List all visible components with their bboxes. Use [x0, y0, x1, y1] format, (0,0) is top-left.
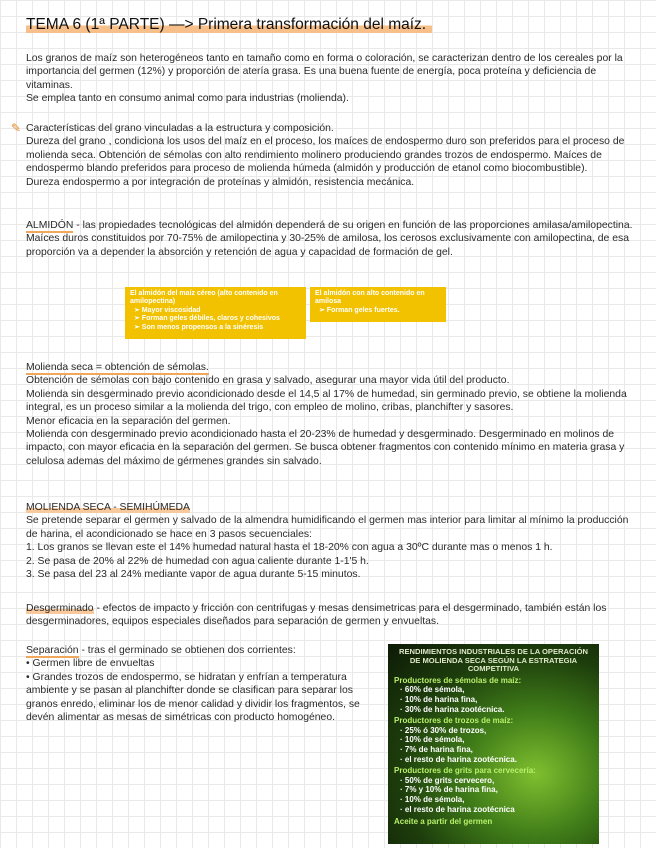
- green-box-group-heading: Productores de sémolas de maíz:: [394, 675, 522, 685]
- yellow-box-cereo-heading: El almidón del maíz céreo (alto contenido en amilopectina): [130, 290, 278, 306]
- semihumeda-heading-text: MOLIENDA SECA - SEMIHÚMEDA: [26, 502, 190, 513]
- molienda-seca-paragraph-3: Menor eficacia en la separación del germen.: [26, 415, 231, 427]
- yellow-box-cereo-item: ➢ Son menos propensos a la sinéresis: [134, 323, 264, 331]
- intro-paragraph-2: Se emplea tanto en consumo animal como para industrias (molienda).: [26, 93, 349, 105]
- desgerminado-term: Desgerminado: [26, 603, 94, 614]
- green-box-title: RENDIMIENTOS INDUSTRIALES DE LA OPERACIÓN DE MOLIENDA SECA SEGÚN LA ESTRATEGIA COMPETITIVA: [398, 647, 588, 674]
- green-box-item: · 50% de grits cervecero,: [400, 775, 495, 785]
- almidon-intro: [26, 219, 638, 232]
- semihumeda-step-2: 2. Se pasa de 20% al 22% de humedad con agua caliente durante 1-1'5 h.: [26, 555, 369, 567]
- molienda-seca-section: [26, 361, 638, 468]
- yellow-box-amilosa: [310, 287, 446, 322]
- yellow-box-cereo-item: ➢ Mayor viscosidad: [134, 306, 201, 314]
- desgerminado-text: - efectos de impacto y fricción con centrifugas y mesas densimetricas para el desgerminado, también están los desgerminadores, equipos especiales diseñados para separación de germen y envueltas.: [26, 603, 607, 628]
- semihumeda-step-1: 1. Los granos se llevan este el 14% humedad natural hasta el 18-20% con agua a 30ºC durante mas o menos 1 h.: [26, 542, 553, 554]
- title-text: TEMA 6 (1ª PARTE) —> Primera transformación del maíz.: [26, 16, 432, 33]
- caracteristicas-paragraph-2: Dureza endospermo a por integración de proteínas y almidón, resistencia mecánica.: [26, 176, 415, 188]
- intro-section: [26, 52, 638, 106]
- separacion-term: Separación: [26, 645, 79, 656]
- separacion-intro: [26, 644, 382, 657]
- pencil-icon: ✎: [11, 121, 22, 135]
- green-box-rendimientos: [388, 644, 599, 844]
- separacion-section: [26, 644, 382, 724]
- molienda-seca-heading: [26, 361, 638, 374]
- molienda-seca-paragraph-4: Molienda con desgerminado previo acondicionado hasta el 20-23% de humedad y desgerminado. Desgerminado en molinos de impacto, con mayor eficacia en la separación del germen. Se busca obtener fragmentos con contenido mínimo en materia grasa y celulosa ademas del máximo de gérmenes grandes sin salvado.: [26, 429, 625, 467]
- semihumeda-section: [26, 501, 638, 581]
- almidon-term: ALMIDÓN: [26, 220, 74, 231]
- green-box-item: · 25% ó 30% de trozos,: [400, 725, 487, 735]
- molienda-seca-paragraph-2: Molienda sin desgerminado previo acondicionado desde el 14,5 al 17% de humedad, sin germinado previo, se obtiene la molienda integral, es un proceso similar a la molienda del trigo, con empleo de molino, cribas, planchifter y sasores.: [26, 388, 627, 414]
- green-box-footer: Aceite a partir del germen: [394, 817, 493, 827]
- green-box-item: · 10% de sémola,: [400, 735, 465, 745]
- caracteristicas-section: [26, 122, 638, 189]
- page-title: [26, 16, 432, 34]
- green-box-item: · 7% de harina fina,: [400, 744, 473, 754]
- separacion-intro-text: - tras el germinado se obtienen dos corrientes:: [78, 645, 296, 656]
- semihumeda-heading: [26, 501, 638, 514]
- separacion-bullet-2: • Grandes trozos de endospermo, se hidratan y enfrían a temperatura ambiente y se pasan al planchifter donde se clasifican para separar los granos enredo, eliminar los de menor calidad y dividir los fragmentos, se devén alimentar as mesas de simétricas con producto homogéneo.: [26, 671, 360, 724]
- green-box-group-heading: Productores de grits para cervecería:: [394, 766, 536, 776]
- separacion-bullet-1: • Germen libre de envueltas: [26, 658, 155, 670]
- green-box-item: · el resto de harina zootécnica: [400, 804, 515, 814]
- almidon-section: [26, 219, 638, 259]
- semihumeda-step-3: 3. Se pasa del 23 al 24% mediante vapor de agua durante 5-15 minutos.: [26, 569, 361, 581]
- desgerminado-section: [26, 602, 638, 629]
- green-box-item: · 7% y 10% de harina fina,: [400, 785, 498, 795]
- caracteristicas-paragraph-1: Dureza del grano , condiciona los usos del maíz en el proceso, los maíces de endospermo duro son preferidos para el proceso de molienda seca. Obtención de sémolas con alto rendimiento molinero produciendo grandes trozos de endospermo. Maíces de endospermo blando preferidos para proceso de molienda húmeda (almidón y producción de etanol como biocombustible).: [26, 136, 625, 175]
- yellow-box-cereo: [125, 287, 306, 339]
- almidon-paragraph: Maíces duros constituidos por 70-75% de amilopectina y 30-25% de amilosa, los cerosos exclusivamente con amilopectina, de esa proporción va a depender la absorción y retención de agua y capacidad de formación de gel.: [26, 233, 629, 258]
- green-box-item: · el resto de harina zootécnica.: [400, 754, 517, 764]
- desgerminado-paragraph: [26, 602, 638, 629]
- semihumeda-intro: Se pretende separar el germen y salvado de la almendra humidificando el germen mas interior para limitar al mínimo la producción de harina, el acondicionado se hace en 3 pasos secuenciales:: [26, 515, 629, 540]
- green-box-item: · 60% de sémola,: [400, 685, 465, 695]
- molienda-seca-paragraph-1: Obtención de sémolas con bajo contenido en grasa y salvado, asegurar una mayor vida útil del producto.: [26, 375, 510, 387]
- almidon-intro-text: - las propiedades tecnológicas del almidón dependerá de su origen en función de las proporciones amilasa/amilopectina.: [73, 220, 633, 231]
- green-box-item: · 10% de harina fina,: [400, 694, 478, 704]
- yellow-box-amilosa-item: ➢ Forman geles fuertes.: [319, 306, 400, 314]
- yellow-box-amilosa-heading: El almidón con alto contenido en amilosa: [315, 290, 425, 306]
- caracteristicas-heading: Características del grano vinculadas a la estructura y composición.: [26, 123, 334, 134]
- molienda-seca-heading-text: Molienda seca = obtención de sémolas.: [26, 362, 209, 373]
- green-box-group-heading: Productores de trozos de maíz:: [394, 716, 514, 726]
- yellow-box-cereo-item: ➢ Forman geles débiles, claros y cohesivos: [134, 315, 280, 323]
- green-box-item: · 30% de harina zootécnica.: [400, 704, 505, 714]
- green-box-item: · 10% de sémola,: [400, 794, 465, 804]
- intro-paragraph-1: Los granos de maíz son heterogéneos tanto en tamaño como en forma o coloración, se caracterizan dentro de los cereales por la importancia del germen (12%) y proporción de atería grasa. Es una buena fuente de energía, poca proteína y deficiencia de vitaminas.: [26, 53, 623, 91]
